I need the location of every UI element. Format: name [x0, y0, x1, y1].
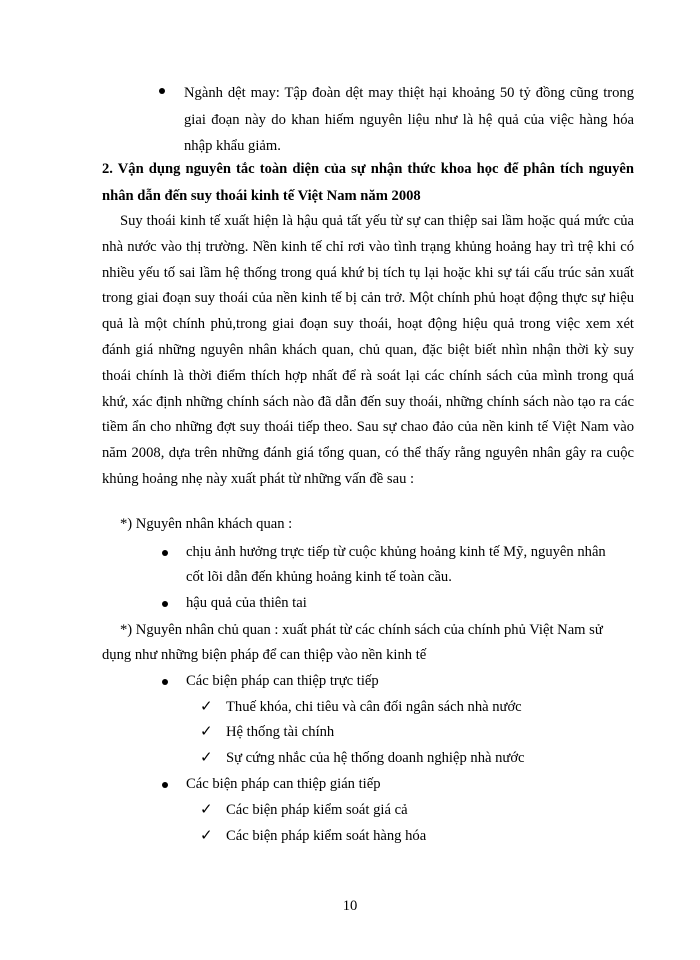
bullet-icon [162, 550, 168, 556]
check-icon: ✓ [200, 699, 213, 715]
measure-group-label: Các biện pháp can thiệp trực tiếp [186, 673, 379, 689]
check-item: Các biện pháp kiểm soát hàng hóa [226, 828, 427, 844]
check-icon: ✓ [200, 828, 213, 844]
check-item: Sự cứng nhắc của hệ thống doanh nghiệp nhà nước [226, 750, 525, 766]
bullet-icon [162, 782, 168, 788]
check-icon: ✓ [200, 724, 213, 740]
list-item-text: Ngành dệt may: Tập đoàn dệt may thiệt hại khoảng 50 tỷ đồng cũng trong giai đoạn này do khan hiếm nguyên liệu như là hệ quả của việc hàng hóa nhập khẩu giảm. [184, 85, 634, 154]
check-item: Thuế khóa, chi tiêu và cân đối ngân sách nhà nước [226, 699, 522, 715]
subjective-causes-title: *) Nguyên nhân chủ quan : xuất phát từ các chính sách của chính phủ Việt Nam sử [120, 622, 603, 638]
check-item: Các biện pháp kiểm soát giá cả [226, 802, 408, 818]
list-item [160, 80, 634, 160]
page-number: 10 [342, 898, 358, 914]
objective-causes-title: *) Nguyên nhân khách quan : [120, 516, 293, 532]
measure-group-label: Các biện pháp can thiệp gián tiếp [186, 776, 381, 792]
bullet-icon [159, 88, 165, 94]
check-icon: ✓ [200, 750, 213, 766]
list-item-text: chịu ảnh hưởng trực tiếp từ cuộc khủng hoảng kinh tế Mỹ, nguyên nhân [186, 544, 606, 560]
list-item-text: cốt lõi dẫn đến khủng hoảng kinh tế toàn cầu. [186, 569, 452, 585]
check-icon: ✓ [200, 802, 213, 818]
subjective-causes-title-cont: dụng như những biện pháp để can thiệp vào nền kinh tế [102, 647, 427, 663]
bullet-icon [162, 679, 168, 685]
section-heading: 2. Vận dụng nguyên tắc toàn diện của sự nhận thức khoa học để phân tích nguyên nhân dẫn đến suy thoái kinh tế Việt Nam năm 2008 [102, 161, 634, 204]
bullet-icon [162, 601, 168, 607]
check-item: Hệ thống tài chính [226, 724, 335, 740]
body-paragraph: Suy thoái kinh tế xuất hiện là hậu quả tất yếu từ sự can thiệp sai lầm hoặc quá mức của nhà nước vào thị trường. Nền kinh tế chỉ rơi vào tình trạng khủng hoảng hay trì trệ khi có nhiều yếu tố sai lầm hệ thống trong quá khứ bị tích tụ lại hoặc khi sự tái cấu trúc sản xuất trong giai đoạn suy thoái của nền kinh tế bị cản trở. Một chính phủ hoạt động thực sự hiệu quả là một chính phủ,trong giai đoạn suy thoái, hoạt động hiệu quả trong việc xem xét đánh giá những nguyên nhân khách quan, chủ quan, đặc biệt biết nhìn nhận thời kỳ suy thoái chính là thời điểm thích hợp nhất để rà soát lại các chính sách của mình trong quá khứ, xác định những chính sách nào đã dẫn đến suy thoái, những chính sách nào tạo ra các tiềm ẩn cho những đợt suy thoái tiếp theo. Sau sự chao đảo của nền kinh tế Việt Nam vào năm 2008, dựa trên những đánh giá tổng quan, có thể thấy rằng nguyên nhân gây ra cuộc khủng hoảng nhẹ này xuất phát từ những vấn đề sau : [102, 213, 634, 487]
list-item-text: hậu quả của thiên tai [186, 595, 307, 611]
